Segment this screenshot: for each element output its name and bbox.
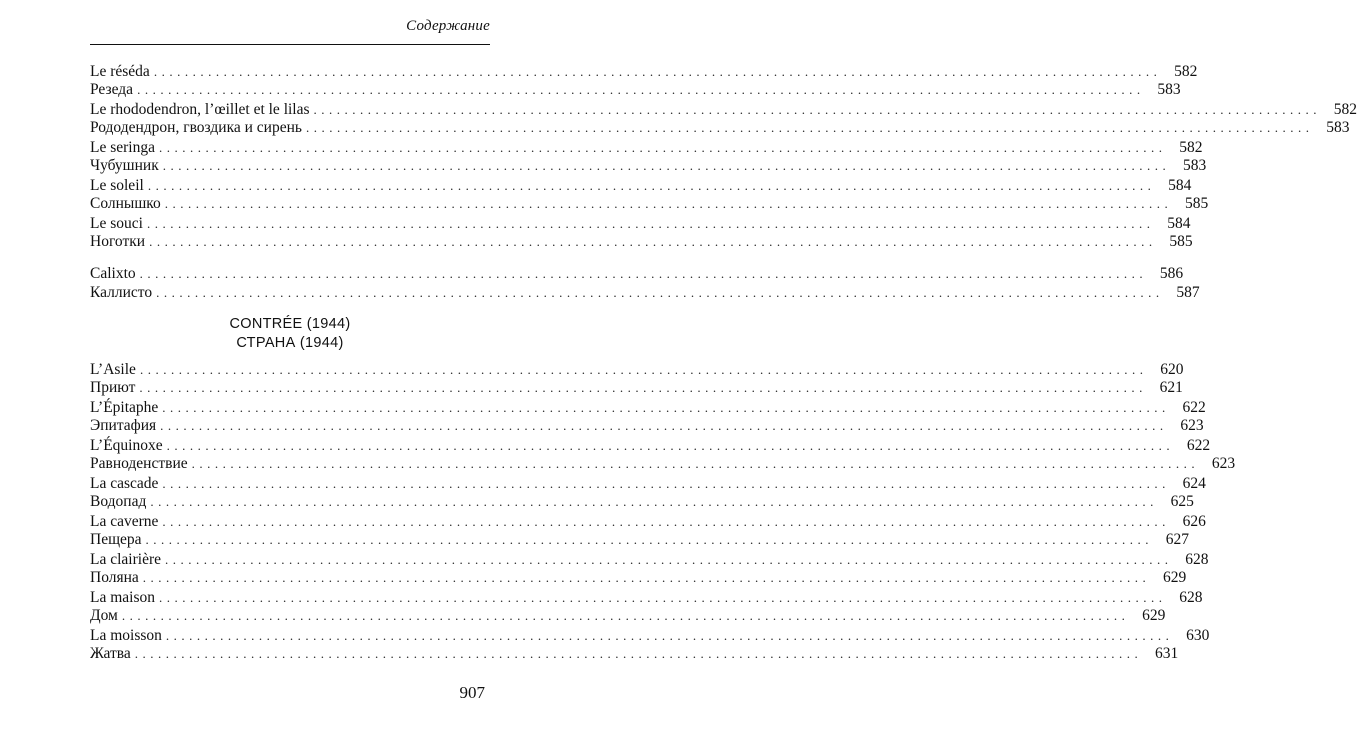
toc-entry — [90, 176, 1192, 196]
entry-title: Чубушник — [90, 157, 159, 174]
leader-dots: .................................................................................................................................. — [139, 362, 1148, 377]
leader-dots: .................................................................................................................................. — [145, 532, 1154, 547]
toc-entry — [90, 644, 1179, 664]
toc-entry — [90, 588, 1203, 608]
entry-title: Водопад — [90, 493, 147, 510]
leader-dots: .................................................................................................................................. — [305, 120, 1314, 135]
toc-entry — [90, 512, 1206, 532]
section-title-ru: СТРАНА (1944) — [236, 335, 344, 351]
toc-entry — [90, 232, 1193, 252]
entry-title: Le souci — [90, 215, 143, 232]
toc-entry — [90, 378, 1183, 398]
entry-page: 628 — [1179, 589, 1203, 606]
entry-title: Le réséda — [90, 63, 150, 80]
toc-entry — [90, 416, 1204, 436]
leader-dots: .................................................................................................................................. — [139, 380, 1147, 395]
leader-dots: .................................................................................................................................. — [137, 82, 1145, 97]
entry-page: 623 — [1211, 455, 1236, 472]
entry-title: Резеда — [90, 81, 134, 98]
entry-title: La maison — [90, 589, 155, 606]
entry-page: 627 — [1165, 531, 1190, 548]
entry-title: Ноготки — [90, 233, 146, 250]
entry-title: Le seringa — [90, 139, 155, 156]
toc-entry — [90, 156, 1207, 176]
leader-dots: .................................................................................................................................. — [153, 64, 1162, 79]
toc-entry — [90, 568, 1187, 588]
entry-title: Рододендрон, гвоздика и сирень — [90, 119, 302, 136]
leader-dots: .................................................................................................................................. — [164, 196, 1173, 211]
toc-entry — [90, 606, 1166, 626]
entry-page: 620 — [1160, 361, 1184, 378]
leader-dots: .................................................................................................................................. — [149, 234, 1157, 249]
leader-dots: .................................................................................................................................. — [150, 494, 1158, 509]
leader-dots: .................................................................................................................................. — [139, 266, 1148, 281]
running-header: Содержание — [406, 18, 490, 34]
entry-title: Le soleil — [90, 177, 144, 194]
entry-page: 582 — [1174, 63, 1198, 80]
entry-title: La caverne — [90, 513, 159, 530]
leader-dots: .................................................................................................................................. — [146, 216, 1155, 231]
entry-page: 624 — [1182, 475, 1206, 492]
entry-page: 586 — [1159, 265, 1184, 282]
entry-page: 625 — [1170, 493, 1194, 510]
entry-title: La cascade — [90, 475, 159, 492]
leader-dots: .................................................................................................................................. — [159, 590, 1167, 605]
entry-page: 584 — [1167, 215, 1191, 232]
entry-page: 629 — [1142, 607, 1166, 624]
entry-title: L’Équinoxe — [90, 437, 163, 454]
toc-entry — [90, 80, 1181, 100]
leader-dots: .................................................................................................................................. — [147, 178, 1156, 193]
toc-entry — [90, 62, 1198, 82]
entry-title: Приют — [90, 379, 136, 396]
toc-entry — [90, 283, 1200, 303]
entry-title: Пещера — [90, 531, 142, 548]
toc-entry — [90, 118, 1350, 138]
page-number: 907 — [459, 683, 485, 702]
entry-title: La clairière — [90, 551, 161, 568]
toc-entry — [90, 398, 1206, 418]
entry-title: L’Asile — [90, 361, 136, 378]
toc-entry — [90, 194, 1209, 214]
entry-title: La moisson — [90, 627, 162, 644]
toc-entry — [90, 530, 1190, 550]
leader-dots: .................................................................................................................................. — [156, 285, 1164, 300]
entry-title: Жатва — [90, 645, 131, 662]
entry-title: Поляна — [90, 569, 139, 586]
leader-dots: .................................................................................................................................. — [134, 646, 1143, 661]
entry-page: 626 — [1182, 513, 1206, 530]
entry-page: 585 — [1185, 195, 1209, 212]
leader-dots: .................................................................................................................................. — [313, 102, 1322, 117]
entry-page: 583 — [1326, 119, 1350, 136]
entry-page: 622 — [1186, 437, 1211, 454]
toc-entry — [90, 436, 1211, 456]
toc-entry — [90, 214, 1191, 234]
header-rule — [90, 44, 490, 45]
leader-dots: .................................................................................................................................. — [162, 400, 1170, 415]
toc-entry — [90, 100, 1357, 120]
toc-entry — [90, 626, 1210, 646]
leader-dots: .................................................................................................................................. — [164, 552, 1173, 567]
leader-dots: .................................................................................................................................. — [162, 158, 1171, 173]
section-title-fr: CONTRÉE (1944) — [229, 316, 351, 332]
toc-entry — [90, 454, 1236, 474]
toc-entry — [90, 360, 1184, 380]
leader-dots: .................................................................................................................................. — [191, 456, 1200, 471]
entry-title: Каллисто — [90, 284, 153, 301]
entry-page: 583 — [1157, 81, 1181, 98]
entry-title: Le rhododendron, l’œillet et le lilas — [90, 101, 310, 118]
leader-dots: .................................................................................................................................. — [142, 570, 1151, 585]
leader-dots: .................................................................................................................................. — [158, 140, 1167, 155]
entry-title: Солнышко — [90, 195, 161, 212]
entry-title: Эпитафия — [90, 417, 157, 434]
entry-page: 583 — [1182, 157, 1207, 174]
entry-page: 582 — [1179, 139, 1203, 156]
entry-page: 585 — [1169, 233, 1193, 250]
leader-dots: .................................................................................................................................. — [162, 476, 1170, 491]
toc-entry — [90, 474, 1206, 494]
leader-dots: .................................................................................................................................. — [121, 608, 1130, 623]
entry-page: 584 — [1168, 177, 1192, 194]
entry-page: 621 — [1159, 379, 1183, 396]
toc-entry — [90, 264, 1184, 284]
entry-title: Равноденствие — [90, 455, 188, 472]
toc-entry — [90, 492, 1194, 512]
toc-entry — [90, 138, 1203, 158]
entry-page: 630 — [1186, 627, 1210, 644]
entry-page: 623 — [1180, 417, 1204, 434]
entry-title: L’Épitaphe — [90, 399, 159, 416]
toc-entry — [90, 550, 1209, 570]
entry-page: 629 — [1163, 569, 1187, 586]
entry-page: 582 — [1333, 101, 1357, 118]
leader-dots: .................................................................................................................................. — [166, 438, 1175, 453]
leader-dots: .................................................................................................................................. — [162, 514, 1170, 529]
leader-dots: .................................................................................................................................. — [165, 628, 1174, 643]
entry-page: 628 — [1185, 551, 1209, 568]
entry-page: 631 — [1155, 645, 1179, 662]
entry-page: 622 — [1182, 399, 1206, 416]
leader-dots: .................................................................................................................................. — [160, 418, 1168, 433]
entry-page: 587 — [1176, 284, 1200, 301]
entry-title: Дом — [90, 607, 118, 624]
entry-title: Calixto — [90, 265, 136, 282]
